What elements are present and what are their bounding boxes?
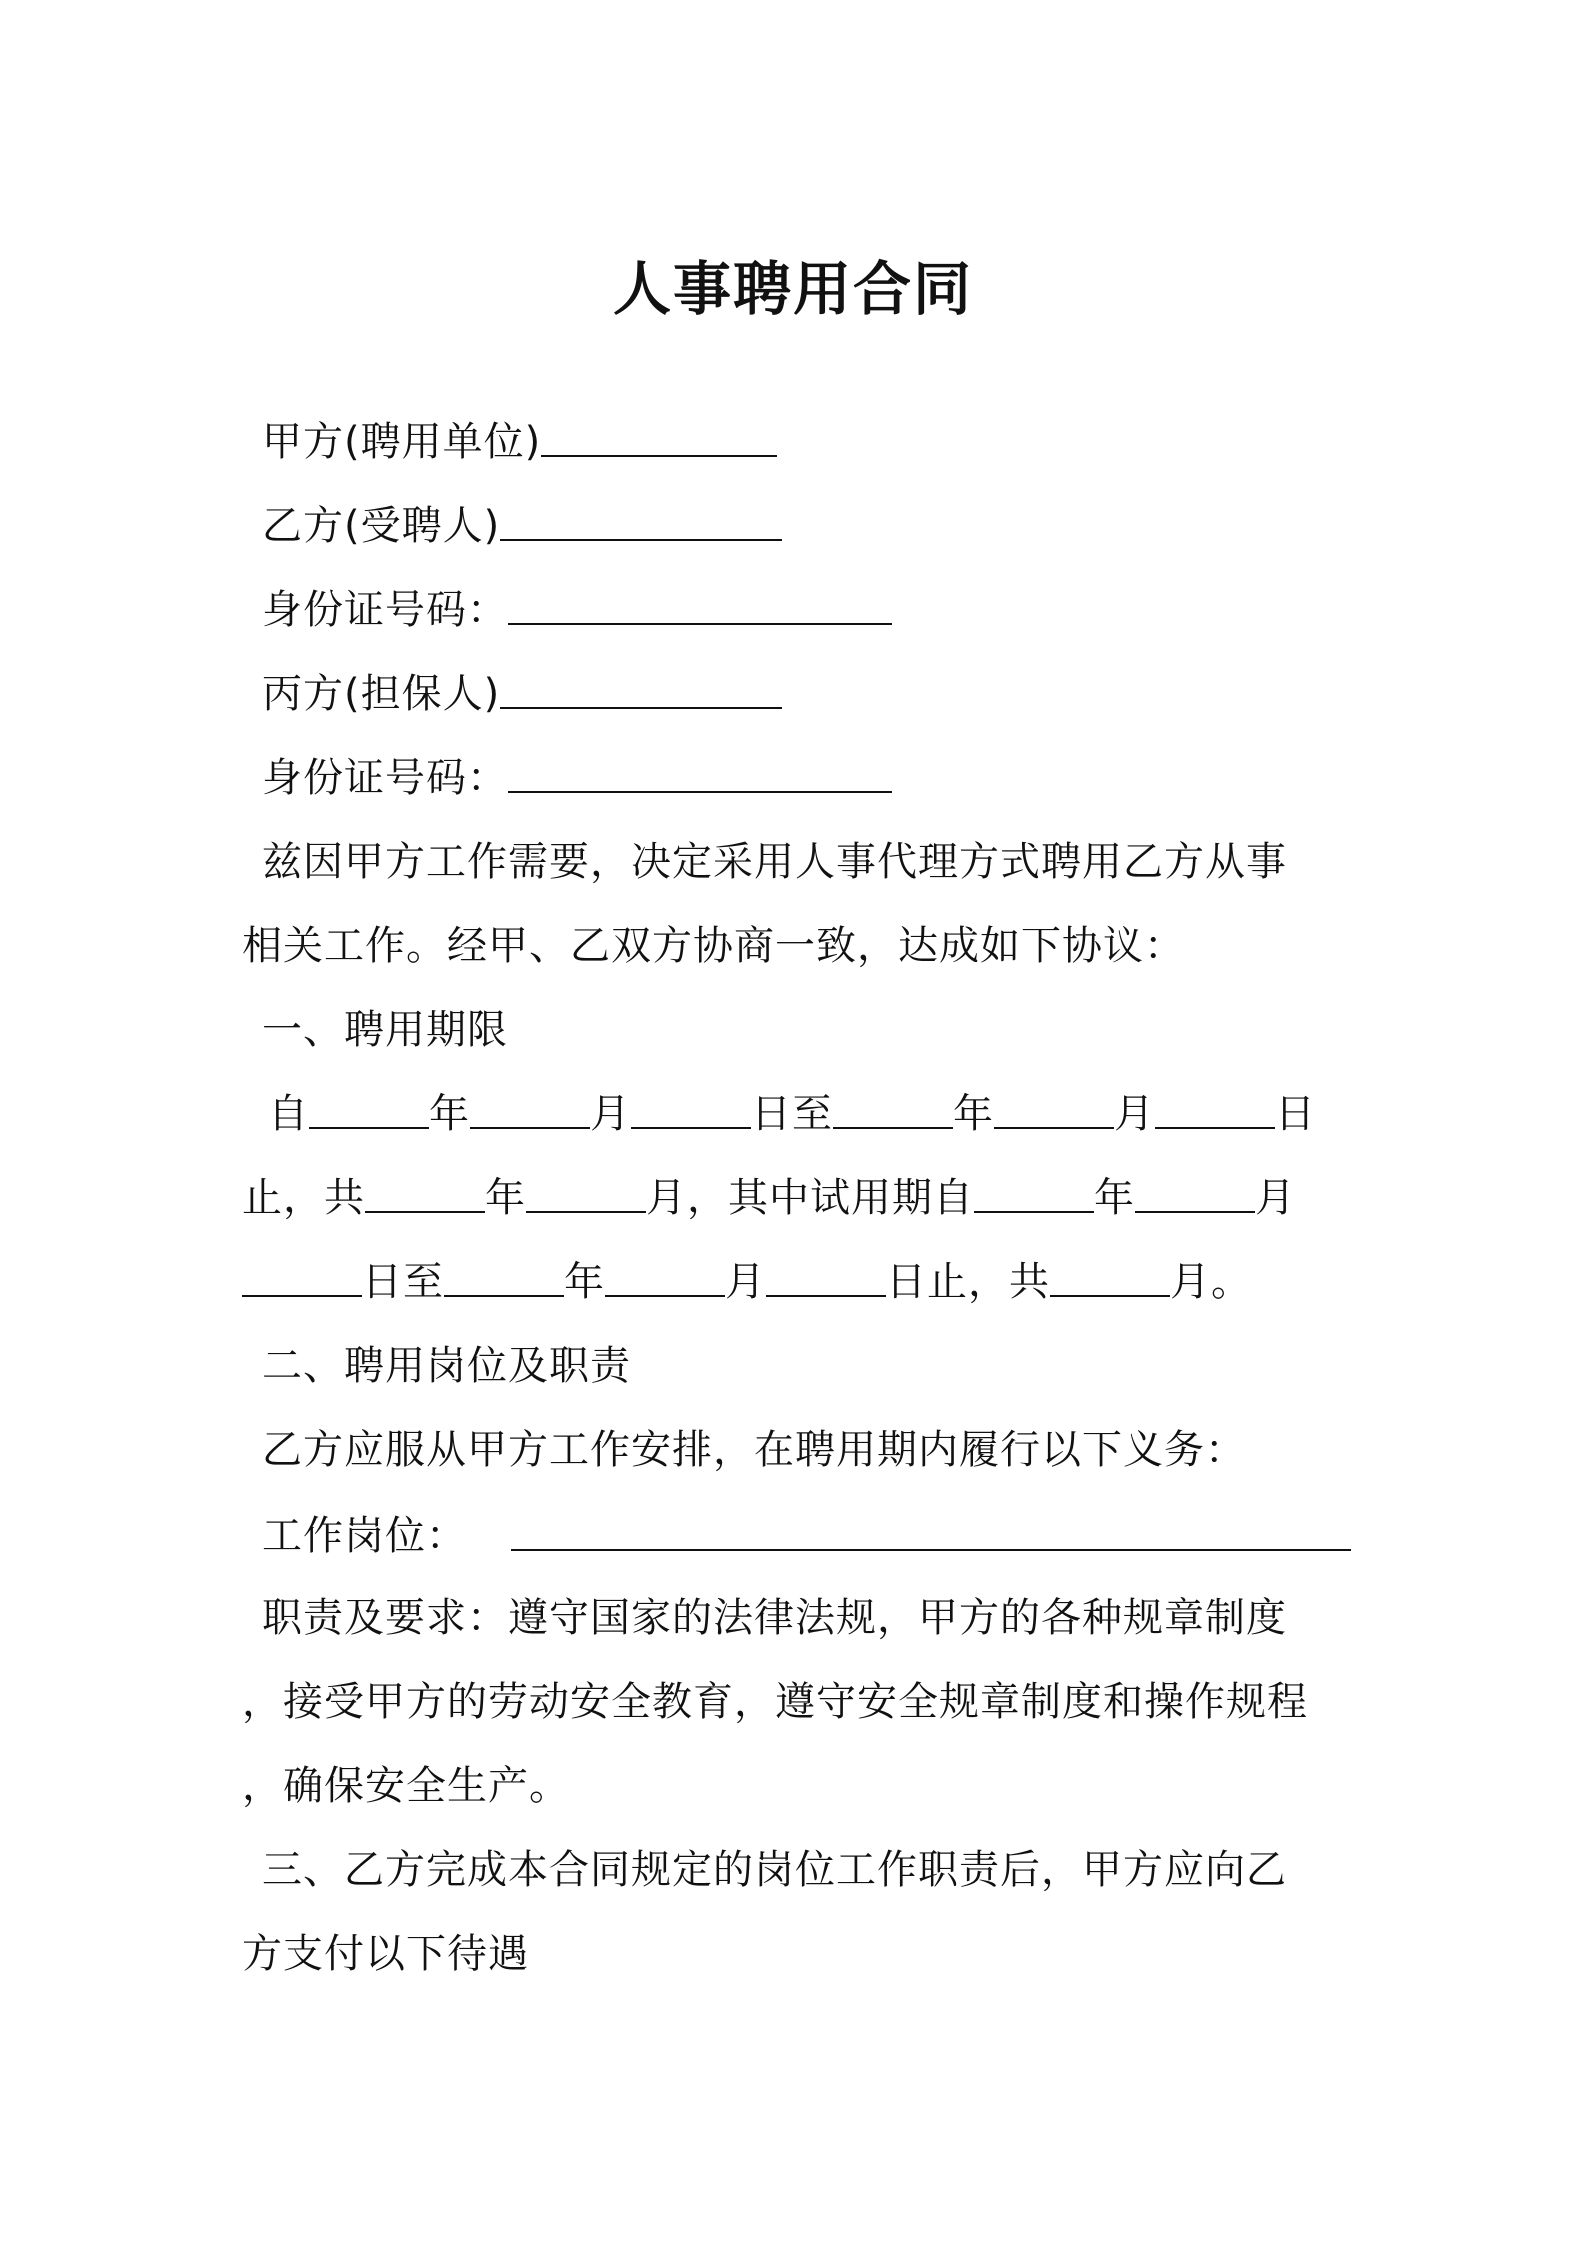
term-blank bbox=[1155, 1091, 1275, 1129]
id-number-label: 身份证号码： bbox=[262, 755, 508, 801]
term-blank bbox=[766, 1259, 886, 1297]
party-b-row bbox=[262, 498, 782, 554]
position-label: 工作岗位： bbox=[262, 1513, 467, 1559]
term-text: 月，其中试用期自 bbox=[646, 1175, 974, 1221]
preamble-line: 相关工作。经甲、乙双方协商一致，达成如下协议： bbox=[242, 923, 1185, 969]
position-row bbox=[262, 1508, 1351, 1564]
term-blank bbox=[1135, 1175, 1255, 1213]
term-blank bbox=[833, 1091, 953, 1129]
term-text: 年 bbox=[485, 1175, 526, 1221]
party-a-label: 甲方(聘用单位) bbox=[262, 419, 542, 465]
party-c-label: 丙方(担保人) bbox=[262, 671, 501, 717]
term-blank bbox=[631, 1091, 751, 1129]
party-b-blank bbox=[500, 503, 782, 541]
term-blank bbox=[309, 1091, 429, 1129]
party-c-blank bbox=[500, 671, 782, 709]
duty-line: ，接受甲方的劳动安全教育，遵守安全规章制度和操作规程 bbox=[242, 1679, 1308, 1725]
term-blank bbox=[365, 1175, 485, 1213]
duty-line: ，确保安全生产。 bbox=[242, 1763, 570, 1809]
term-blank bbox=[1050, 1259, 1170, 1297]
party-b-label: 乙方(受聘人) bbox=[262, 503, 501, 549]
party-a-row bbox=[262, 414, 777, 470]
term-line bbox=[242, 1254, 1252, 1310]
term-text: 年 bbox=[564, 1259, 605, 1305]
term-text: 年 bbox=[429, 1091, 470, 1137]
party-c-id-blank bbox=[508, 755, 892, 793]
term-text: 月 bbox=[725, 1259, 766, 1305]
term-blank bbox=[994, 1091, 1114, 1129]
term-text: 月。 bbox=[1170, 1259, 1252, 1305]
duty-line: 职责及要求：遵守国家的法律法规，甲方的各种规章制度 bbox=[262, 1595, 1287, 1641]
term-text: 日 bbox=[1275, 1091, 1316, 1137]
section-3-line: 方支付以下待遇 bbox=[242, 1931, 529, 1977]
section-3-line: 三、乙方完成本合同规定的岗位工作职责后，甲方应向乙 bbox=[262, 1847, 1287, 1893]
term-blank bbox=[470, 1091, 590, 1129]
term-text: 月 bbox=[590, 1091, 631, 1137]
term-text: 日止，共 bbox=[886, 1259, 1050, 1305]
party-a-blank bbox=[541, 419, 777, 457]
term-text: 止，共 bbox=[242, 1175, 365, 1221]
party-c-row bbox=[262, 666, 782, 722]
term-line bbox=[268, 1086, 1316, 1142]
term-text: 月 bbox=[1255, 1175, 1296, 1221]
term-line bbox=[242, 1170, 1296, 1226]
position-blank bbox=[511, 1513, 1351, 1551]
section-heading: 一、聘用期限 bbox=[262, 1007, 508, 1053]
party-b-id-blank bbox=[508, 587, 892, 625]
term-blank bbox=[242, 1259, 362, 1297]
term-blank bbox=[526, 1175, 646, 1213]
section-heading: 二、聘用岗位及职责 bbox=[262, 1343, 631, 1389]
term-blank bbox=[605, 1259, 725, 1297]
duty-intro: 乙方应服从甲方工作安排，在聘用期内履行以下义务： bbox=[262, 1427, 1246, 1473]
term-text: 年 bbox=[953, 1091, 994, 1137]
term-text: 日至 bbox=[362, 1259, 444, 1305]
term-text: 自 bbox=[268, 1091, 309, 1137]
party-b-id-row bbox=[262, 582, 892, 638]
term-text: 年 bbox=[1094, 1175, 1135, 1221]
preamble-line: 兹因甲方工作需要，决定采用人事代理方式聘用乙方从事 bbox=[262, 839, 1287, 885]
term-text: 月 bbox=[1114, 1091, 1155, 1137]
id-number-label: 身份证号码： bbox=[262, 587, 508, 633]
term-text: 日至 bbox=[751, 1091, 833, 1137]
term-blank bbox=[974, 1175, 1094, 1213]
document-title: 人事聘用合同 bbox=[612, 255, 973, 323]
term-blank bbox=[444, 1259, 564, 1297]
party-c-id-row bbox=[262, 750, 892, 806]
